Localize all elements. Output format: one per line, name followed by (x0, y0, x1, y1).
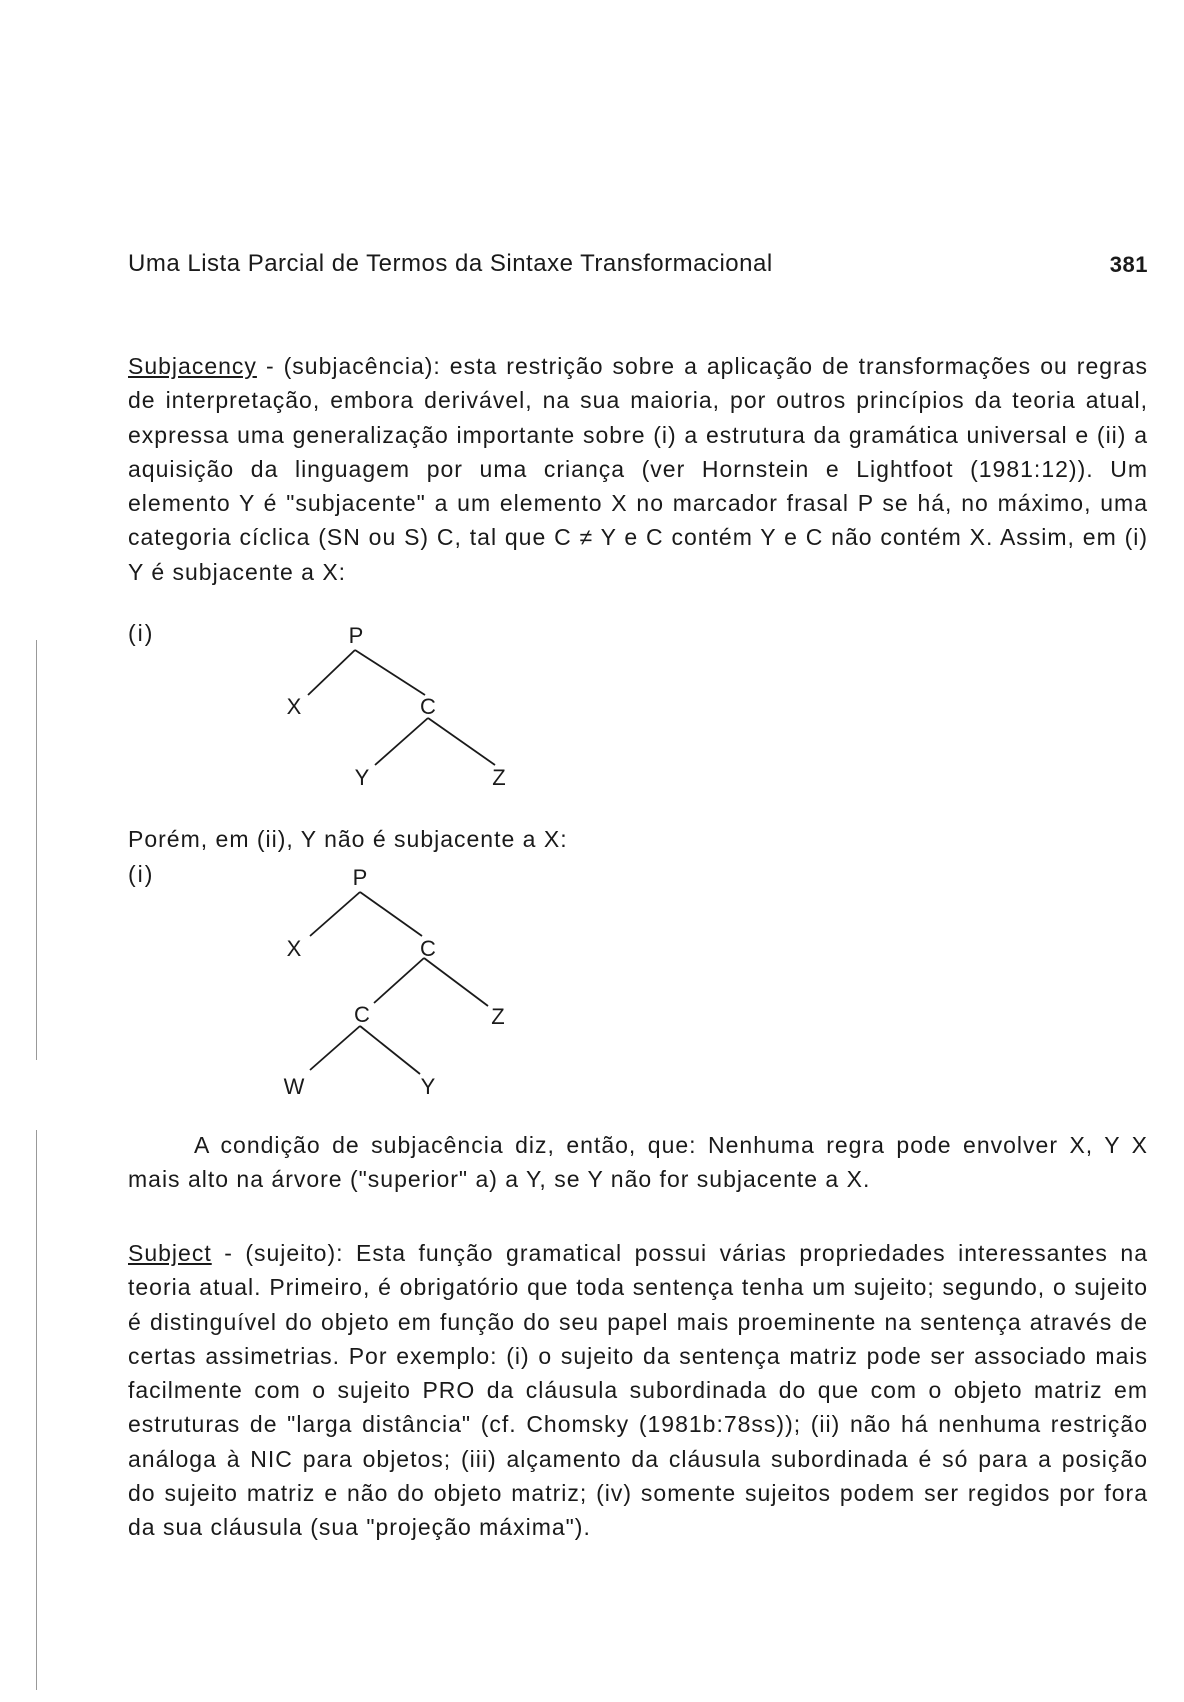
entry-term-subjacency: Subjacency (128, 353, 257, 379)
binding-margin-line-lower (36, 1130, 37, 1690)
tree2-node-y: Y (420, 1074, 436, 1099)
entry-text-subject: - (sujeito): Esta função gramatical possui várias propriedades interessantes na teoria atual. Primeiro, é obrigatório que toda sentença tenha um sujeito; segundo, o sujeito é distinguível do objeto em função do seu papel mais proeminente na sentença através de certas assimetrias. Por exemplo: (i) o sujeito da sentença matriz pode ser associado mais facilmente com o sujeito PRO da cláusula subordinada do que com o objeto matriz em estruturas de "larga distância" (cf. Chomsky (1981b:78ss)); (ii) não há nenhuma restrição análoga à NIC para objetos; (iii) alçamento da cláusula subordinada é só para a posição do sujeito matriz e não do objeto matriz; (iv) somente sujeitos podem ser regidos por fora da sua cláusula (sua "projeção máxima"). (128, 1240, 1148, 1541)
binding-margin-line (36, 640, 37, 1060)
running-header (128, 250, 1148, 278)
tree-diagram-1 (270, 620, 530, 790)
tree1-node-p: P (348, 623, 364, 648)
tree2-node-z: Z (491, 1004, 505, 1029)
tree2-node-p: P (352, 865, 368, 890)
tree2-edge-c-z (424, 958, 488, 1006)
tree2-edge-p-x (310, 892, 360, 936)
tree2-node-w: W (283, 1074, 305, 1099)
tree2-edge-c-y (360, 1026, 420, 1074)
entry-subject (128, 1236, 1148, 1545)
example-label-2: (i) (128, 861, 155, 887)
tree1-node-z: Z (492, 765, 506, 790)
tree2-edge-p-c (360, 892, 422, 936)
tree1-edge-c-y (375, 718, 428, 765)
example-intro-2: Porém, em (ii), Y não é subjacente a X: (128, 826, 568, 852)
tree2-node-x: X (286, 936, 302, 961)
example-label-1: (i) (128, 620, 155, 646)
page-number: 381 (1109, 252, 1148, 277)
subjacency-condition: A condição de subjacência diz, então, que: Nenhuma regra pode envolver X, Y X mais alto na árvore ("superior" a) a Y, se Y não for subjacente a X. (128, 1132, 1148, 1193)
tree2-edge-c-w (310, 1026, 360, 1070)
tree1-edge-p-c (355, 650, 425, 695)
header-title: Uma Lista Parcial de Termos da Sintaxe Transformacional (128, 250, 773, 277)
tree2-node-c-lower: C (354, 1002, 370, 1027)
tree1-edge-p-x (308, 650, 355, 695)
tree1-node-x: X (286, 694, 302, 719)
tree1-edge-c-z (428, 718, 495, 765)
entry-text-subjacency: - (subjacência): esta restrição sobre a aplicação de transformações ou regras de interpretação, embora derivável, na sua maioria, por outros princípios da teoria atual, expressa uma generalização importante sobre (i) a estrutura da gramática universal e (ii) a aquisição da linguagem por uma criança (ver Hornstein e Lightfoot (1981:12)). Um elemento Y é "subjacente" a um elemento X no marcador frasal P se há, no máximo, uma categoria cíclica (SN ou S) C, tal que C ≠ Y e C contém Y e C não contém X. Assim, em (i) Y é subjacente a X: (128, 353, 1148, 585)
tree2-edge-c-c (374, 958, 424, 1003)
entry-subjacency (128, 349, 1148, 589)
tree1-node-c: C (420, 694, 436, 719)
tree2-node-c-upper: C (420, 936, 436, 961)
tree1-node-y: Y (354, 765, 370, 790)
tree-diagram-2 (270, 866, 530, 1106)
entry-term-subject: Subject (128, 1240, 212, 1266)
